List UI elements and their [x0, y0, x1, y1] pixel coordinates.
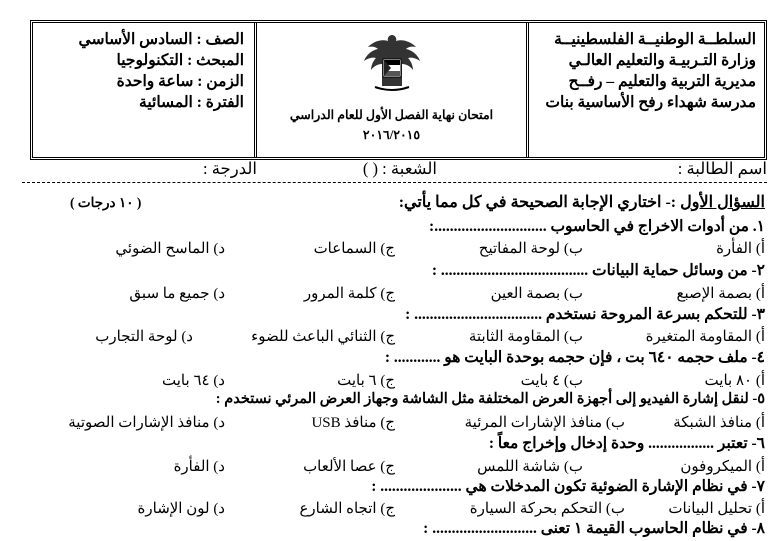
- question-item: [10, 305, 765, 325]
- question-item: [10, 348, 765, 368]
- option-b[interactable]: ب) منافذ الإشارات المرئية: [464, 415, 625, 431]
- option-d[interactable]: د) ٦٤ بايت: [162, 373, 225, 389]
- option-d[interactable]: د) لون الإشارة: [137, 501, 225, 517]
- student-info-row: [30, 153, 767, 183]
- palestine-eagle-emblem-icon: [357, 31, 427, 95]
- question-marks: ( ١٠ درجات ): [70, 195, 142, 210]
- exam-year: ٢٠١٦/٢٠١٥: [362, 128, 421, 142]
- subject-line: المبحث : التكنولوجيا: [116, 52, 244, 69]
- question-text: ٤- ملف حجمه ٦٤٠ بت ، فإن حجمه بوحدة البايت هو ............ :: [384, 349, 765, 366]
- question-heading: [399, 192, 765, 212]
- option-d[interactable]: د) منافذ الإشارات الصوتية: [68, 415, 225, 431]
- option-b[interactable]: ب) المقاومة الثابتة: [468, 329, 583, 345]
- section-label: الشعبة : ( ): [362, 159, 437, 178]
- question-text: ٨- في نظام الحاسوب القيمة ١ تعنى ........................... :: [423, 520, 765, 537]
- period-line: الفترة : المسائية: [139, 94, 244, 111]
- option-c[interactable]: ج) منافذ USB: [311, 415, 395, 431]
- option-c[interactable]: ج) ٦ بايت: [337, 373, 395, 389]
- divider: [22, 182, 767, 183]
- option-d[interactable]: د) الماسح الضوئي: [115, 241, 225, 257]
- question-item: [10, 434, 765, 454]
- options-row: [10, 238, 765, 258]
- authority-block: [526, 23, 764, 157]
- ministry-line: وزارة التـربيـة والتعليم العالـي: [568, 52, 756, 69]
- question-text: ١. من أدوات الاخراج في الحاسوب .............................:: [429, 218, 765, 235]
- option-a[interactable]: أ) المقاومة المتغيرة: [645, 329, 765, 345]
- option-c[interactable]: ج) كلمة المرور: [303, 286, 395, 302]
- option-d[interactable]: د) الفأرة: [173, 459, 225, 475]
- option-c[interactable]: ج) اتجاه الشارع: [299, 501, 395, 517]
- directorate-line: مديرية التربية والتعليم – رفــح: [568, 73, 756, 90]
- option-b[interactable]: ب) التحكم بحركة السيارة: [469, 501, 625, 517]
- option-a[interactable]: أ) الميكروفون: [680, 459, 765, 475]
- question-item: [10, 261, 765, 281]
- student-name-label: اسم الطالبة :: [677, 159, 767, 178]
- option-a[interactable]: أ) الفأرة: [716, 241, 765, 257]
- option-d[interactable]: د) لوحة التجارب: [95, 329, 193, 345]
- option-b[interactable]: ب) بصمة العين: [490, 286, 583, 302]
- options-row: [10, 498, 765, 518]
- option-b[interactable]: ب) ٤ بايت: [520, 373, 583, 389]
- option-a[interactable]: أ) ٨٠ بايت: [704, 373, 765, 389]
- option-b[interactable]: ب) لوحة المفاتيح: [478, 241, 583, 257]
- options-row: [10, 412, 765, 432]
- question-text: ٥- لنقل إشارة الفيديو إلى أجهزة العرض المختلفة مثل الشاشة وجهاز العرض المرئي نستخدم :: [215, 391, 765, 407]
- duration-line: الزمن : ساعة واحدة: [116, 73, 244, 90]
- option-c[interactable]: ج) عصا الألعاب: [303, 459, 395, 475]
- options-row: [10, 456, 765, 476]
- question-text: ٦- تعتبر ................. وحدة إدخال وإخراج معاً :: [488, 435, 765, 452]
- emblem-block: [254, 23, 526, 157]
- options-row: [10, 283, 765, 303]
- question-item: [10, 391, 765, 411]
- option-c[interactable]: ج) الثنائي الباعث للضوء: [251, 329, 395, 345]
- option-b[interactable]: ب) شاشة اللمس: [477, 459, 583, 475]
- option-d[interactable]: د) جميع ما سبق: [129, 286, 225, 302]
- question-item: [10, 217, 765, 237]
- question-title: السؤال الأول: [680, 194, 765, 211]
- class-line: الصف : السادس الأساسي: [78, 31, 244, 48]
- grade-label: الدرجة :: [203, 159, 257, 178]
- exam-header: [30, 20, 767, 160]
- question-item: [10, 477, 765, 497]
- question-text: ٣- للتحكم بسرعة المروحة نستخدم ................................. :: [405, 306, 765, 323]
- option-a[interactable]: أ) منافذ الشبكة: [673, 415, 765, 431]
- option-a[interactable]: أ) تحليل البيانات: [668, 501, 765, 517]
- question-instruction: :- اختاري الإجابة الصحيحة في كل مما يأتي:: [398, 194, 681, 211]
- option-c[interactable]: ج) السماعات: [313, 241, 395, 257]
- question-text: ٧- في نظام الإشارة الضوئية تكون المدخلات هي ..................... :: [371, 478, 765, 495]
- option-a[interactable]: أ) بصمة الإصبع: [676, 286, 765, 302]
- question-item: [10, 519, 765, 539]
- question-text: ٢- من وسائل حماية البيانات ...................................... :: [431, 262, 765, 279]
- school-line: مدرسة شهداء رفح الأساسية بنات: [545, 94, 756, 111]
- class-info-block: [33, 23, 254, 157]
- exam-title: امتحان نهاية الفصل الأول للعام الدراسي: [289, 108, 494, 122]
- options-row: [10, 370, 765, 390]
- authority-line: السلطــة الوطنيــة الفلسطينيــة: [554, 31, 756, 48]
- options-row: [10, 326, 765, 346]
